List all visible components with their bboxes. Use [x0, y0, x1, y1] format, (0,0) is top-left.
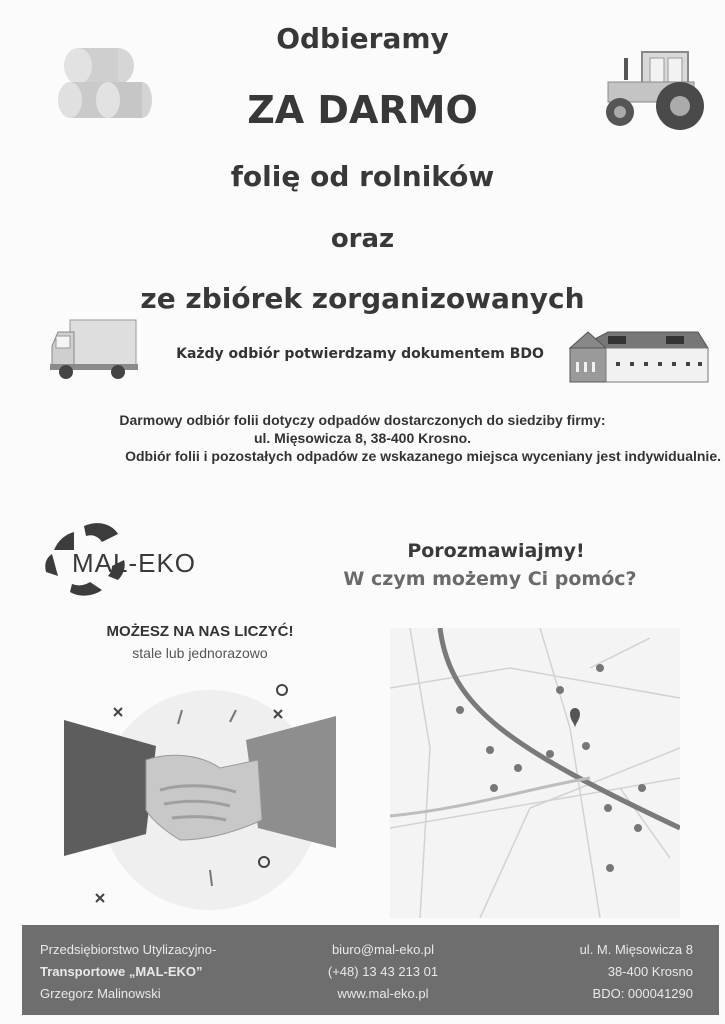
info-line2: ul. Mięsowicza 8, 38-400 Krosno. [253, 430, 472, 446]
address-line1: ul. M. Mięsowicza 8 [579, 942, 693, 957]
headline-line4: oraz [330, 224, 395, 254]
bdo-note: Każdy odbiór potwierdzamy dokumentem BDO [176, 346, 544, 362]
company-line1: Przedsiębiorstwo Utylizacyjno- [40, 942, 217, 957]
headline-line3: folię od rolników [230, 160, 495, 193]
footer-website-link[interactable]: www.mal-eko.pl [337, 986, 429, 1001]
farm-building-icon [568, 330, 710, 384]
cta-line1: Porozmawiajmy! [407, 540, 585, 562]
handshake-illustration [60, 680, 340, 912]
brand-name: MAL-EKO [72, 548, 197, 578]
footer-bdo: BDO: 000041290 [592, 986, 693, 1001]
address-line2: 38-400 Krosno [607, 964, 693, 979]
promise-line2: stale lub jednorazowo [132, 645, 268, 661]
cta-line2: W czym możemy Ci pomóc? [343, 568, 637, 590]
footer-contact [318, 939, 448, 1005]
footer-company [40, 939, 216, 1005]
location-map [390, 628, 680, 918]
company-line2: Transportowe „MAL-EKO” [40, 964, 203, 979]
footer [22, 925, 719, 1015]
company-line3: Grzegorz Malinowski [40, 986, 161, 1001]
info-line3: Odbiór folii i pozostałych odpadów ze wskazanego miejsca wyceniany jest indywidualnie. [125, 448, 721, 464]
promise-line1: MOŻESZ NA NAS LICZYĆ! [106, 623, 294, 640]
footer-address [580, 939, 693, 1005]
headline-line2: ZA DARMO [247, 88, 478, 132]
footer-phone[interactable]: (+48) 13 43 213 01 [327, 964, 439, 979]
truck-icon [48, 316, 140, 382]
headline-line1: Odbieramy [276, 22, 449, 55]
footer-email-link[interactable]: biuro@mal-eko.pl [331, 942, 435, 957]
info-line1: Darmowy odbiór folii dotyczy odpadów dostarczonych do siedziby firmy: [119, 412, 606, 428]
headline-line5: ze zbiórek zorganizowanych [140, 282, 585, 315]
